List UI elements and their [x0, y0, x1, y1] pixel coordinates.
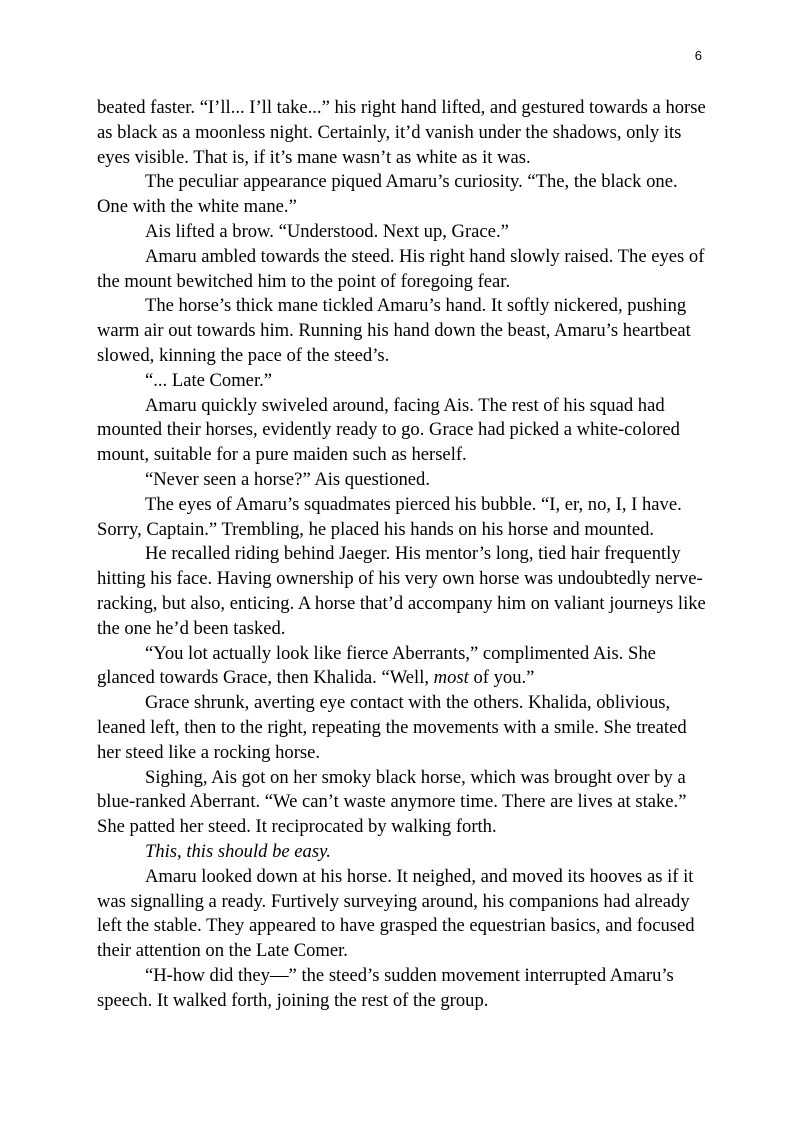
paragraph-text: of you.”: [468, 667, 535, 689]
paragraph-text: “You lot actually look like fierce Aberrants,” complimented Ais. She glanced towards Grace, then Khalida. “Well,: [97, 642, 656, 689]
paragraph: The eyes of Amaru’s squadmates pierced his bubble. “I, er, no, I, I have. Sorry, Captain.” Trembling, he placed his hands on his horse and mounted.: [97, 493, 682, 540]
story-body: [97, 96, 709, 1013]
paragraph: Amaru looked down at his horse. It neighed, and moved its hooves as if it was signalling a ready. Furtively surveying around, his companions had already left the stable. They appeared to have grasped the equestrian basics, and focused their attention on the Late Comer.: [97, 865, 695, 962]
paragraph-italic-thought: [97, 840, 709, 865]
paragraph: The peculiar appearance piqued Amaru’s curiosity. “The, the black one. One with the white mane.”: [97, 171, 678, 218]
paragraph: Amaru quickly swiveled around, facing Ais. The rest of his squad had mounted their horses, evidently ready to go. Grace had picked a white-colored mount, suitable for a pure maiden such as herself.: [97, 394, 680, 466]
paragraph: beated faster. “I’ll... I’ll take...” his right hand lifted, and gestured towards a horse as black as a moonless night. Certainly, it’d vanish under the shadows, only its eyes visible. That is, if it’s mane wasn’t as white as it was.: [97, 97, 706, 168]
paragraph: Ais lifted a brow. “Understood. Next up, Grace.”: [145, 220, 509, 242]
paragraph: “Never seen a horse?” Ais questioned.: [145, 468, 430, 490]
paragraph: He recalled riding behind Jaeger. His mentor’s long, tied hair frequently hitting his face. Having ownership of his very own horse was undoubtedly nerve-racking, but also, enticing. A horse that’d accompany him on valiant journeys like the one he’d been tasked.: [97, 543, 706, 639]
italic-thought: This, this should be easy.: [145, 840, 331, 862]
paragraph: “... Late Comer.”: [145, 369, 273, 391]
paragraph: Amaru ambled towards the steed. His right hand slowly raised. The eyes of the mount bewitched him to the point of foregoing fear.: [97, 245, 705, 292]
paragraph: “H-how did they—” the steed’s sudden movement interrupted Amaru’s speech. It walked forth, joining the rest of the group.: [97, 964, 674, 1011]
page-number: 6: [694, 48, 702, 63]
paragraph: Grace shrunk, averting eye contact with the others. Khalida, oblivious, leaned left, then to the right, repeating the movements with a smile. She treated her steed like a rocking horse.: [97, 692, 687, 763]
paragraph: Sighing, Ais got on her smoky black horse, which was brought over by a blue-ranked Aberrant. “We can’t waste anymore time. There are lives at stake.” She patted her steed. It reciprocated by walking forth.: [97, 766, 687, 838]
paragraph: [97, 642, 709, 692]
paragraph: The horse’s thick mane tickled Amaru’s hand. It softly nickered, pushing warm air out towards him. Running his hand down the beast, Amaru’s heartbeat slowed, kinning the pace of the steed’s.: [97, 295, 691, 366]
emphasized-word: most: [433, 667, 469, 689]
